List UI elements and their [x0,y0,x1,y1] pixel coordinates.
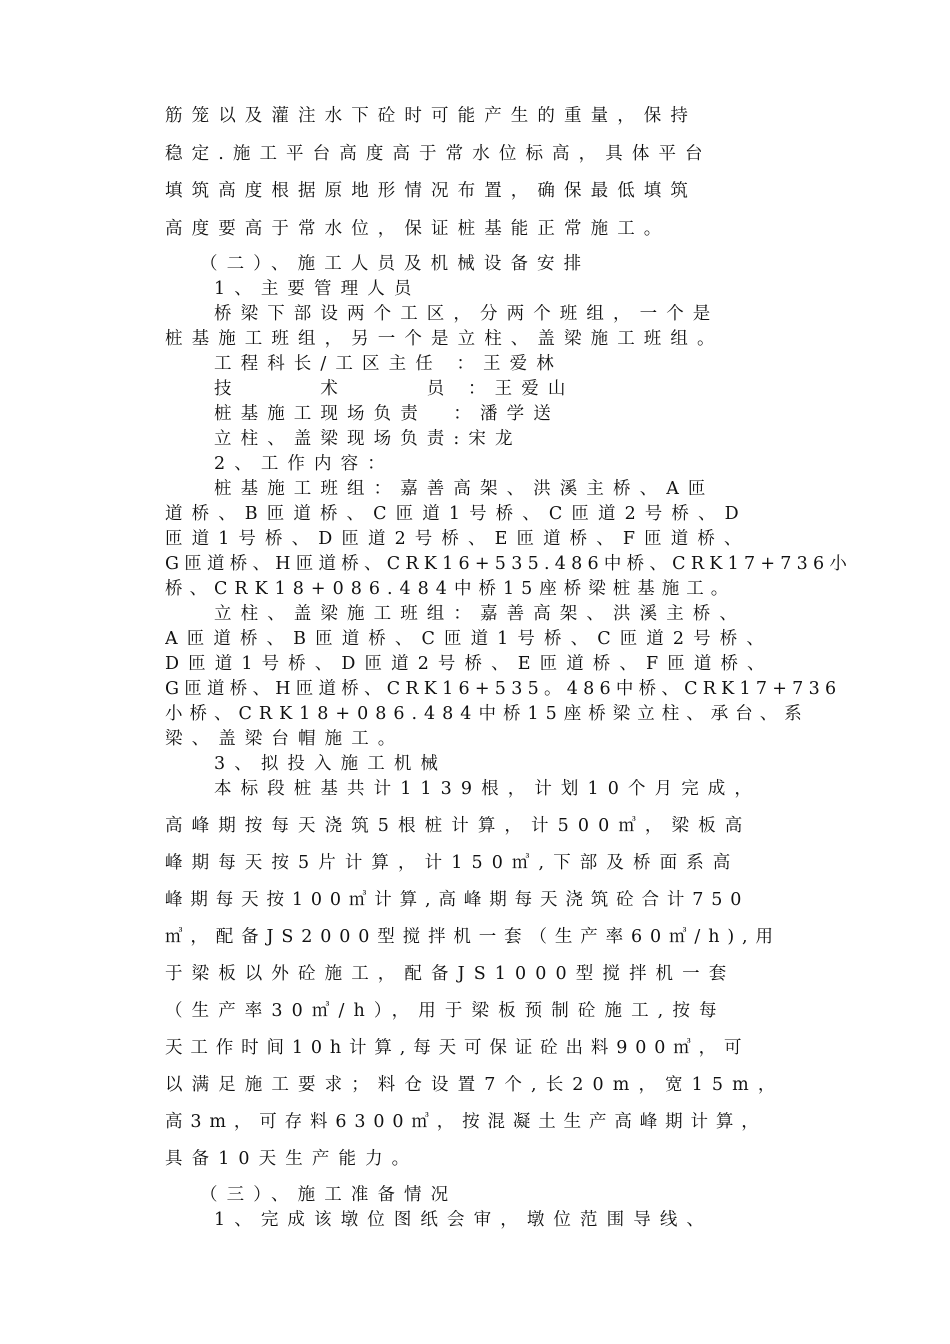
paragraph-line: 天工作时间10h计算,每天可保证砼出料900㎥，可 [165,1038,750,1058]
paragraph-line: 稳定.施工平台高度高于常水位标高，具体平台 [165,144,712,164]
paragraph-line: A匝道桥、B匝道桥、C匝道1号桥、C匝道2号桥、 [165,629,773,649]
paragraph-line: 桩基施工班组：嘉善高架、洪溪主桥、A匝 [214,479,715,499]
paragraph-line: 峰期每天按100㎥计算,高峰期每天浇筑砼合计750 [165,890,750,910]
paragraph-line: 桥、CRK18+086.484中桥15座桥梁桩基施工。 [165,579,736,599]
paragraph-line: ㎥，配备JS2000型搅拌机一套（生产率60㎥/h),用 [165,927,781,947]
paragraph-line: D匝道1号桥、D匝道2号桥、E匝道桥、F匝道桥、 [165,654,774,674]
paragraph-line: （生产率30㎥/h），用于梁板预制砼施工,按每 [165,1001,726,1021]
paragraph-line: 高3m，可存料6300㎥，按混凝土生产高峰期计算， [165,1112,767,1132]
paragraph-line: 峰期每天按5片计算，计150㎥,下部及桥面系高 [165,853,740,873]
paragraph-line: G匝道桥、H匝道桥、CRK16+535。486中桥、CRK17+736 [165,679,842,699]
paragraph-line: 本标段桩基共计1139根，计划10个月完成， [214,779,762,799]
staff-entry: 桩基施工现场负责 ：潘学送 [214,404,560,424]
paragraph-line: G匝道桥、H匝道桥、CRK16+535.486中桥、CRK17+736小 [165,554,853,574]
paragraph-line: 高度要高于常水位，保证桩基能正常施工。 [165,219,671,239]
subsection-heading: 1、主要管理人员 [214,279,421,299]
subsection-heading: 2、工作内容： [214,454,394,474]
section-heading: （三）、施工准备情况 [200,1185,458,1205]
paragraph-line: 1、完成该墩位图纸会审，墩位范围导线、 [214,1210,714,1230]
paragraph-line: 立柱、盖梁施工班组：嘉善高架、洪溪主桥、 [214,604,746,624]
paragraph-line: 小桥、CRK18+086.484中桥15座桥梁立柱、承台、系 [165,704,809,724]
paragraph-line: 筋笼以及灌注水下砼时可能产生的重量，保持 [165,106,697,126]
subsection-heading: 3、拟投入施工机械 [214,754,448,774]
paragraph-line: 以满足施工要求；料仓设置7个,长20m，宽15m， [165,1075,785,1095]
paragraph-line: 于梁板以外砼施工，配备JS1000型搅拌机一套 [165,964,736,984]
paragraph-line: 桥梁下部设两个工区，分两个班组，一个是 [214,304,720,324]
section-heading: （二）、施工人员及机械设备安排 [200,254,591,274]
paragraph-line: 道桥、B匝道桥、C匝道1号桥、C匝道2号桥、D [165,504,748,524]
paragraph-line: 匝道1号桥、D匝道2号桥、E匝道桥、F匝道桥、 [165,529,751,549]
staff-entry: 工程科长/工区主任 ：王爱林 [214,354,563,374]
paragraph-line: 梁、盖梁台帽施工。 [165,729,405,749]
staff-entry: 技 术 员 ：王爱山 [214,379,575,399]
paragraph-line: 高峰期按每天浇筑5根桩计算，计500㎥，梁板高 [165,816,752,836]
paragraph-line: 桩基施工班组，另一个是立柱、盖梁施工班组。 [165,329,724,349]
paragraph-line: 填筑高度根据原地形情况布置，确保最低填筑 [165,181,697,201]
staff-entry: 立柱、盖梁现场负责:宋龙 [214,429,522,449]
paragraph-line: 具备10天生产能力。 [165,1149,419,1169]
